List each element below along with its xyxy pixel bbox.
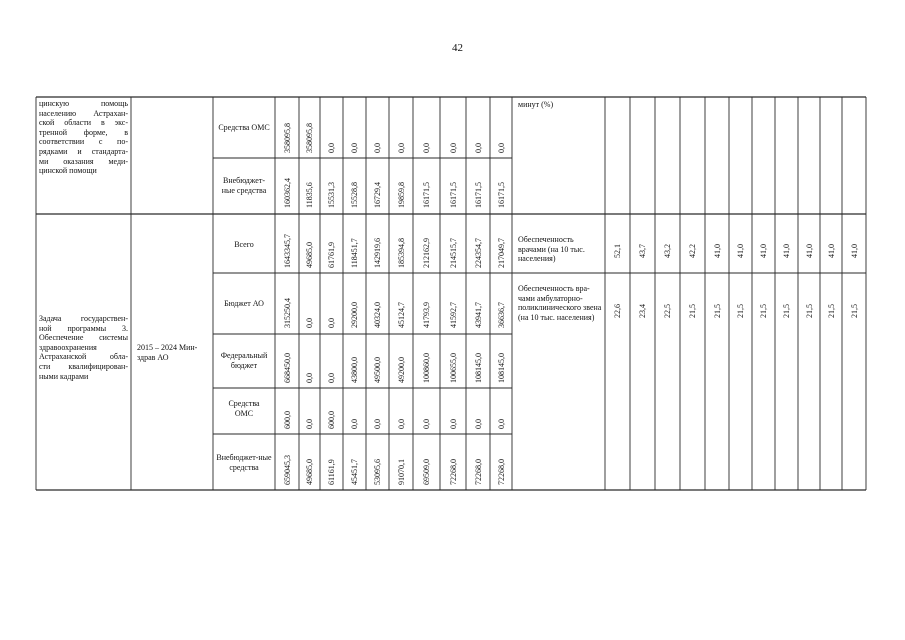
upper-oms-value: 358095,8 [305, 123, 314, 153]
lower-total-value: 142919,6 [373, 238, 382, 268]
lower-federal-value: 49500,0 [373, 357, 382, 383]
upper-oms-value: 0,0 [396, 143, 406, 153]
lower-federal-value: 668450,0 [282, 353, 292, 383]
indicator-doctors-value: 52,1 [613, 244, 622, 258]
upper-oms-value: 358095,8 [282, 123, 292, 153]
lower-total-value: 61761,9 [327, 242, 336, 268]
lower-budget-ao-value: 315250,4 [282, 298, 292, 328]
upper-extra-value: 11835,6 [305, 182, 314, 208]
lower-extra-value: 659045,3 [282, 455, 292, 485]
upper-task-text: цинскую помощь населению Астрахан- ской области в экс- тренной форме, в соответствии с по- рядками и стандарта- ми оказания меди- цинской помощи [39, 99, 128, 176]
lower-budget-ao-value: 41592,7 [448, 302, 458, 328]
lower-budget-ao-value: 41793,9 [422, 302, 431, 328]
lower-oms-value: 0,0 [373, 419, 382, 429]
indicator-doctors-value: 42,2 [688, 244, 697, 258]
lower-budget-ao-value: 29200,0 [350, 302, 359, 328]
lower-federal-value: 49200,0 [396, 357, 406, 383]
lower-source-total: Всего [234, 240, 254, 249]
lower-source-oms: Средства ОМС [228, 399, 260, 418]
lower-total-value: 1643345,7 [282, 234, 292, 268]
indicator-outpatient-value: 22,5 [663, 304, 672, 318]
lower-oms-value: 0,0 [350, 419, 359, 429]
lower-extra-value: 72268,0 [496, 459, 506, 485]
upper-extra-value: 160362,4 [282, 178, 292, 208]
lower-total-value: 214515,7 [448, 238, 458, 268]
lower-federal-value: 0,0 [327, 373, 336, 383]
upper-oms-value: 0,0 [350, 143, 359, 153]
lower-oms-value: 600,0 [327, 411, 336, 429]
indicator-doctors: Обеспеченность врачами (на 10 тыс. населения) [518, 235, 585, 264]
upper-source-extra: Внебюджет-ные средства [221, 176, 267, 195]
upper-oms-value: 0,0 [422, 143, 431, 153]
upper-source-oms: Средства ОМС [218, 123, 270, 132]
upper-extra-value: 16171,5 [448, 182, 458, 208]
lower-oms-value: 0,0 [396, 419, 406, 429]
upper-extra-value: 16729,4 [373, 182, 382, 208]
indicator-doctors-value: 41,0 [849, 244, 859, 258]
upper-extra-value: 16171,5 [422, 182, 431, 208]
lower-oms-value: 0,0 [496, 419, 506, 429]
lower-total-value: 212162,9 [422, 238, 431, 268]
upper-extra-value: 16171,5 [473, 182, 483, 208]
upper-oms-value: 0,0 [496, 143, 506, 153]
lower-budget-ao-value: 40324,0 [373, 302, 382, 328]
lower-oms-value: 0,0 [473, 419, 483, 429]
indicator-doctors-value: 41,0 [759, 244, 768, 258]
lower-source-budget-ao: Бюджет АО [224, 299, 264, 308]
lower-extra-value: 45451,7 [350, 459, 359, 485]
upper-extra-value: 19859,8 [396, 182, 406, 208]
lower-budget-ao-value: 43941,7 [473, 302, 483, 328]
lower-federal-value: 100860,0 [422, 353, 431, 383]
lower-task-text: Задача государствен- ной программы 3. Обеспечение системы здравоохранения Астраханской обла- сти квалифицирован- ными кадрами [39, 314, 128, 381]
upper-extra-value: 16171,5 [496, 182, 506, 208]
lower-oms-value: 0,0 [448, 419, 458, 429]
lower-total-value: 224354,7 [473, 238, 483, 268]
upper-extra-value: 15528,8 [350, 182, 359, 208]
indicator-doctors-value: 41,0 [712, 244, 722, 258]
indicator-doctors-value: 41,0 [782, 244, 791, 258]
indicator-doctors-value: 41,0 [804, 244, 814, 258]
lower-extra-value: 61161,9 [327, 459, 336, 485]
lower-budget-ao-value: 36636,7 [496, 302, 506, 328]
period-executor: 2015 – 2024 Мин-здрав АО [137, 343, 198, 362]
upper-indicator-text: минут (%) [518, 100, 554, 109]
lower-extra-value: 69509,0 [422, 459, 431, 485]
indicator-outpatient-value: 21,5 [804, 304, 814, 318]
lower-total-value: 217049,7 [496, 238, 506, 268]
lower-federal-value: 43800,0 [350, 357, 359, 383]
indicator-outpatient-value: 21,5 [736, 304, 745, 318]
page-number: 42 [452, 42, 463, 54]
lower-federal-value: 108145,0 [473, 353, 483, 383]
indicator-outpatient-value: 21,5 [849, 304, 859, 318]
upper-oms-value: 0,0 [373, 143, 382, 153]
indicator-outpatient-value: 23,4 [638, 304, 647, 318]
indicator-outpatient-value: 21,5 [826, 304, 836, 318]
lower-oms-value: 0,0 [305, 419, 314, 429]
lower-budget-ao-value: 0,0 [305, 318, 314, 328]
lower-source-federal: Федеральный бюджет [220, 351, 268, 370]
lower-budget-ao-value: 0,0 [327, 318, 336, 328]
indicator-outpatient-value: 21,5 [712, 304, 722, 318]
lower-extra-value: 53095,6 [373, 459, 382, 485]
lower-extra-value: 91070,1 [396, 459, 406, 485]
upper-extra-value: 15531,3 [327, 182, 336, 208]
lower-extra-value: 72268,0 [473, 459, 483, 485]
indicator-outpatient-value: 22,6 [613, 304, 622, 318]
lower-total-value: 49685,0 [305, 242, 314, 268]
indicator-outpatient-value: 21,5 [782, 304, 791, 318]
indicator-outpatient-value: 21,5 [759, 304, 768, 318]
lower-oms-value: 600,0 [282, 411, 292, 429]
lower-federal-value: 108145,0 [496, 353, 506, 383]
lower-total-value: 118451,7 [350, 238, 359, 268]
lower-source-extra: Внебюджет-ные средства [216, 453, 272, 472]
upper-oms-value: 0,0 [473, 143, 483, 153]
lower-federal-value: 100655,0 [448, 353, 458, 383]
indicator-doctors-value: 41,0 [826, 244, 836, 258]
indicator-doctors-value: 43,2 [663, 244, 672, 258]
upper-oms-value: 0,0 [327, 143, 336, 153]
lower-oms-value: 0,0 [422, 419, 431, 429]
indicator-outpatient-value: 21,5 [688, 304, 697, 318]
lower-federal-value: 0,0 [305, 373, 314, 383]
indicator-doctors-value: 41,0 [736, 244, 745, 258]
indicator-outpatient: Обеспеченность вра-чами амбулаторно-поликлинического звена (на 10 тыс. населения) [518, 284, 602, 322]
upper-oms-value: 0,0 [448, 143, 458, 153]
lower-total-value: 185394,8 [396, 238, 406, 268]
lower-extra-value: 49685,0 [305, 459, 314, 485]
lower-extra-value: 72268,0 [448, 459, 458, 485]
indicator-doctors-value: 43,7 [638, 244, 647, 258]
lower-budget-ao-value: 45124,7 [396, 302, 406, 328]
